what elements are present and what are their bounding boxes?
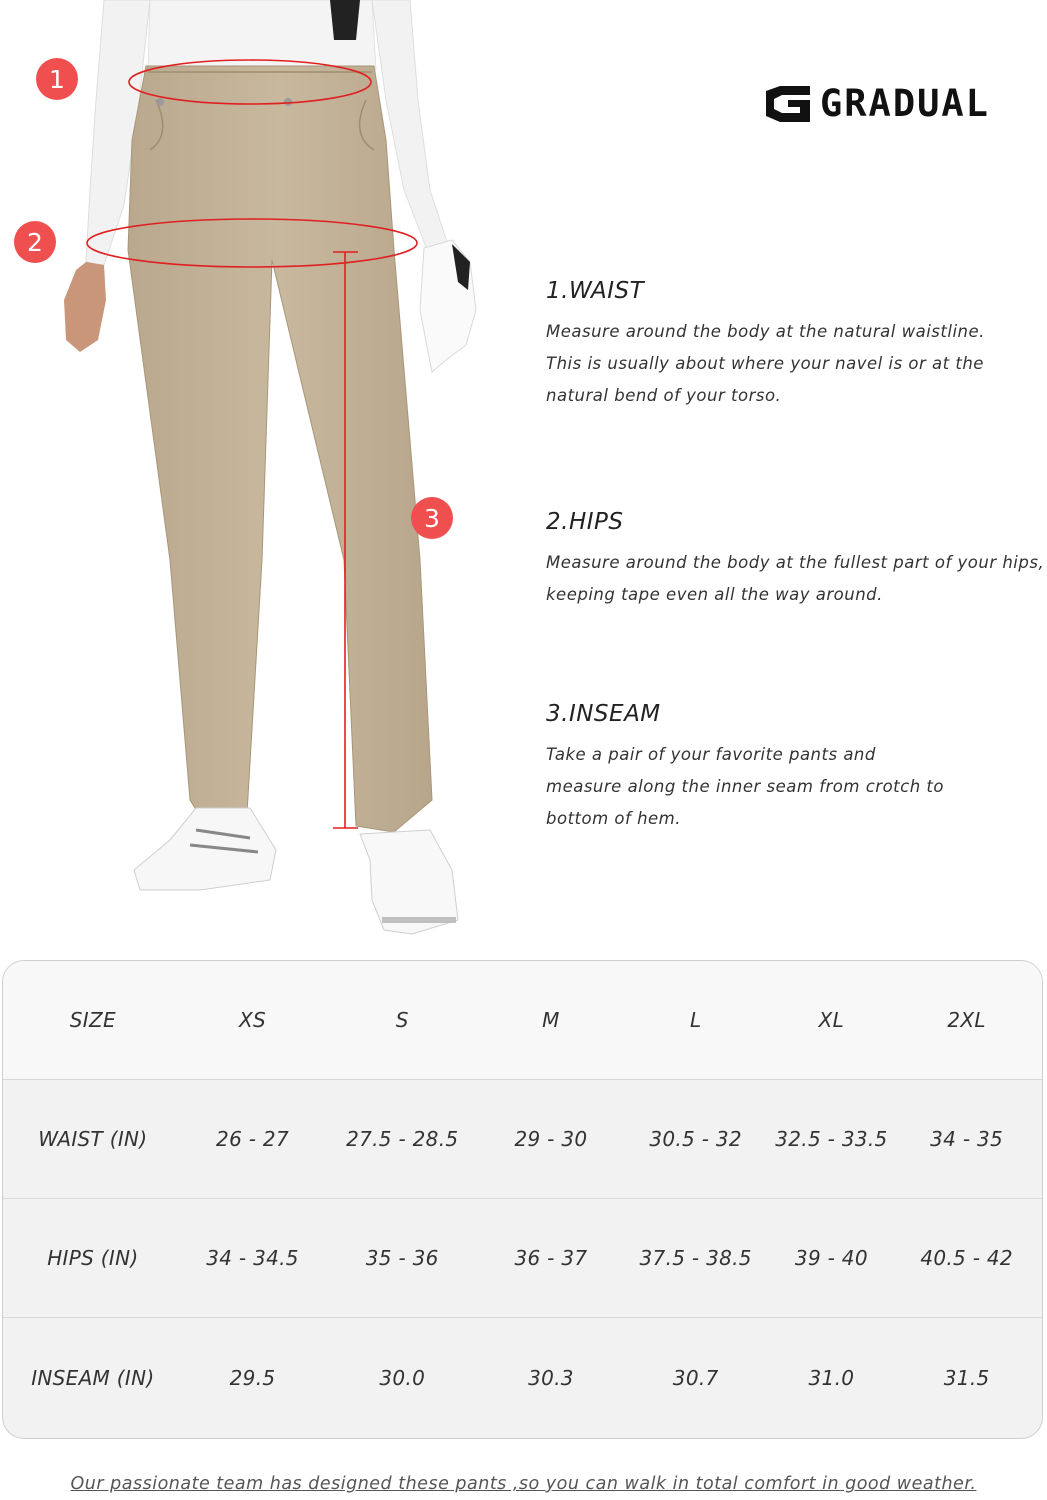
header-cell: L [689,1008,702,1032]
header-cell: M [542,1008,560,1032]
table-cell: 32.5 - 33.5 [775,1127,888,1151]
table-cell: 31.5 [943,1365,990,1390]
size-chart-table [2,960,1043,1439]
marker-2 [14,221,56,263]
hips-instruction [546,507,1046,611]
table-cell: 35 - 36 [365,1246,439,1270]
hips-title: 2.HIPS [546,509,624,535]
header-cell: XL [818,1008,845,1032]
table-cell: 30.0 [379,1365,426,1390]
svg-text:3: 3 [424,504,440,533]
inseam-text-line: measure along the inner seam from crotch to [546,777,944,796]
inseam-instruction [546,699,1046,835]
svg-text:2: 2 [27,228,43,257]
waist-instruction [546,276,1046,412]
table-cell: 36 - 37 [514,1246,588,1270]
brand-mark-icon [764,85,812,123]
svg-text:1: 1 [49,65,65,94]
header-cell: XS [239,1008,267,1032]
product-figure [0,0,540,950]
table-row-hips [3,1199,1042,1318]
table-row-waist [3,1080,1042,1199]
brand-name: GRADUAL [820,82,990,125]
row-label: WAIST (IN) [38,1127,148,1151]
table-cell: 30.5 - 32 [649,1127,742,1151]
shoes [134,808,458,934]
marker-3 [411,497,453,539]
footer-tagline: Our passionate team has designed these pants ,so you can walk in total comfort in good weather. [70,1474,977,1494]
table-row-inseam [3,1318,1042,1437]
table-cell: 39 - 40 [794,1246,868,1270]
hips-text-line: keeping tape even all the way around. [546,585,883,604]
table-cell: 26 - 27 [216,1127,289,1151]
header-cell: S [395,1008,409,1032]
table-cell: 29 - 30 [514,1127,588,1151]
table-cell: 34 - 34.5 [206,1246,299,1270]
waist-text-line: This is usually about where your navel is or at the [546,354,984,373]
header-cell: SIZE [69,1008,116,1032]
table-cell: 37.5 - 38.5 [639,1246,752,1270]
pants [128,66,432,836]
table-cell: 29.5 [229,1365,276,1390]
marker-1 [36,58,78,100]
inseam-text-line: Take a pair of your favorite pants and [546,745,876,764]
table-header-row [3,961,1042,1080]
table-cell: 30.3 [528,1365,574,1390]
row-label: HIPS (IN) [47,1246,139,1270]
inseam-title: 3.INSEAM [546,701,661,727]
table-cell: 34 - 35 [930,1127,1004,1151]
waist-text-line: natural bend of your torso. [546,386,782,405]
inseam-text-line: bottom of hem. [546,809,681,828]
table-cell: 27.5 - 28.5 [346,1127,459,1151]
hips-text-line: Measure around the body at the fullest part of your hips, [546,553,1045,572]
row-label: INSEAM (IN) [31,1365,155,1390]
table-cell: 31.0 [808,1365,855,1390]
table-cell: 30.7 [672,1365,719,1390]
brand-logo [764,84,990,124]
table-cell: 40.5 - 42 [920,1246,1013,1270]
header-cell: 2XL [947,1008,986,1032]
waist-text-line: Measure around the body at the natural waistline. [546,322,985,341]
waist-title: 1.WAIST [546,278,645,304]
